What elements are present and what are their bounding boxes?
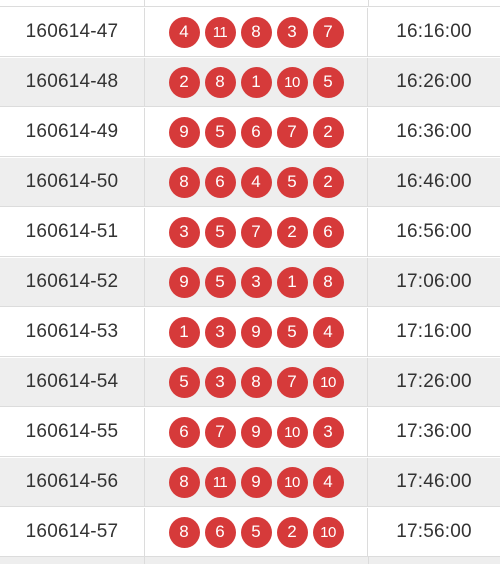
drawn-numbers — [144, 458, 368, 506]
table-row[interactable] — [0, 208, 500, 257]
number-ball: 5 — [313, 67, 344, 98]
number-ball: 5 — [205, 117, 236, 148]
number-ball: 5 — [205, 267, 236, 298]
number-ball: 7 — [313, 17, 344, 48]
drawn-numbers — [144, 308, 368, 356]
number-ball: 9 — [241, 317, 272, 348]
number-ball: 10 — [277, 467, 308, 498]
number-ball: 4 — [241, 167, 272, 198]
table-row[interactable] — [0, 508, 500, 557]
number-ball: 8 — [169, 467, 200, 498]
previous-row-edge — [0, 0, 500, 7]
number-ball: 8 — [313, 267, 344, 298]
number-ball: 1 — [241, 67, 272, 98]
number-ball: 3 — [205, 317, 236, 348]
number-ball: 8 — [241, 367, 272, 398]
drawn-numbers — [144, 208, 368, 256]
number-ball: 10 — [277, 67, 308, 98]
number-ball: 5 — [169, 367, 200, 398]
number-ball: 4 — [313, 467, 344, 498]
issue-number: 160614-54 — [25, 371, 119, 392]
issue-number: 160614-47 — [25, 21, 119, 42]
issue-number: 160614-55 — [25, 421, 119, 442]
drawn-numbers — [144, 58, 368, 106]
number-ball: 9 — [169, 117, 200, 148]
number-ball: 8 — [205, 67, 236, 98]
issue-number: 160614-49 — [25, 121, 119, 142]
table-row[interactable] — [0, 258, 500, 307]
number-ball: 8 — [241, 17, 272, 48]
draw-time: 17:26:00 — [396, 371, 472, 392]
table-row[interactable] — [0, 108, 500, 157]
number-ball: 5 — [277, 317, 308, 348]
table-row[interactable] — [0, 8, 500, 57]
number-ball: 6 — [205, 517, 236, 548]
number-ball: 6 — [169, 417, 200, 448]
issue-number: 160614-50 — [25, 171, 119, 192]
draw-time: 16:46:00 — [396, 171, 472, 192]
number-ball: 4 — [169, 17, 200, 48]
drawn-numbers — [144, 8, 368, 56]
column-divider — [368, 557, 369, 564]
table-row[interactable] — [0, 458, 500, 507]
number-ball: 11 — [205, 17, 236, 48]
number-ball: 9 — [241, 467, 272, 498]
number-ball: 2 — [313, 167, 344, 198]
number-ball: 10 — [313, 517, 344, 548]
table-row[interactable] — [0, 158, 500, 207]
number-ball: 6 — [241, 117, 272, 148]
number-ball: 3 — [277, 17, 308, 48]
number-ball: 7 — [277, 367, 308, 398]
number-ball: 7 — [241, 217, 272, 248]
column-divider — [144, 0, 145, 6]
number-ball: 5 — [277, 167, 308, 198]
next-row-edge — [0, 557, 500, 564]
issue-number: 160614-51 — [25, 221, 119, 242]
issue-number: 160614-57 — [25, 521, 119, 542]
draw-time: 16:36:00 — [396, 121, 472, 142]
issue-number: 160614-53 — [25, 321, 119, 342]
drawn-numbers — [144, 158, 368, 206]
number-ball: 9 — [241, 417, 272, 448]
number-ball: 5 — [241, 517, 272, 548]
number-ball: 6 — [205, 167, 236, 198]
draw-time: 17:36:00 — [396, 421, 472, 442]
number-ball: 2 — [169, 67, 200, 98]
draw-time: 17:16:00 — [396, 321, 472, 342]
drawn-numbers — [144, 108, 368, 156]
draw-time: 16:56:00 — [396, 221, 472, 242]
number-ball: 10 — [277, 417, 308, 448]
number-ball: 4 — [313, 317, 344, 348]
column-divider — [144, 557, 145, 564]
number-ball: 2 — [313, 117, 344, 148]
draw-time: 17:46:00 — [396, 471, 472, 492]
number-ball: 11 — [205, 467, 236, 498]
drawn-numbers — [144, 508, 368, 556]
table-row[interactable] — [0, 358, 500, 407]
number-ball: 3 — [205, 367, 236, 398]
number-ball: 3 — [241, 267, 272, 298]
number-ball: 5 — [205, 217, 236, 248]
draw-time: 16:16:00 — [396, 21, 472, 42]
table-row[interactable] — [0, 58, 500, 107]
number-ball: 1 — [277, 267, 308, 298]
draw-time: 17:06:00 — [396, 271, 472, 292]
number-ball: 2 — [277, 217, 308, 248]
number-ball: 2 — [277, 517, 308, 548]
number-ball: 3 — [313, 417, 344, 448]
number-ball: 3 — [169, 217, 200, 248]
table-row[interactable] — [0, 408, 500, 457]
drawn-numbers — [144, 408, 368, 456]
number-ball: 6 — [313, 217, 344, 248]
draw-time: 16:26:00 — [396, 71, 472, 92]
drawn-numbers — [144, 358, 368, 406]
number-ball: 7 — [205, 417, 236, 448]
issue-number: 160614-52 — [25, 271, 119, 292]
number-ball: 8 — [169, 167, 200, 198]
issue-number: 160614-56 — [25, 471, 119, 492]
column-divider — [368, 0, 369, 6]
table-row[interactable] — [0, 308, 500, 357]
number-ball: 7 — [277, 117, 308, 148]
number-ball: 1 — [169, 317, 200, 348]
number-ball: 8 — [169, 517, 200, 548]
number-ball: 9 — [169, 267, 200, 298]
number-ball: 10 — [313, 367, 344, 398]
draw-time: 17:56:00 — [396, 521, 472, 542]
issue-number: 160614-48 — [25, 71, 119, 92]
drawn-numbers — [144, 258, 368, 306]
